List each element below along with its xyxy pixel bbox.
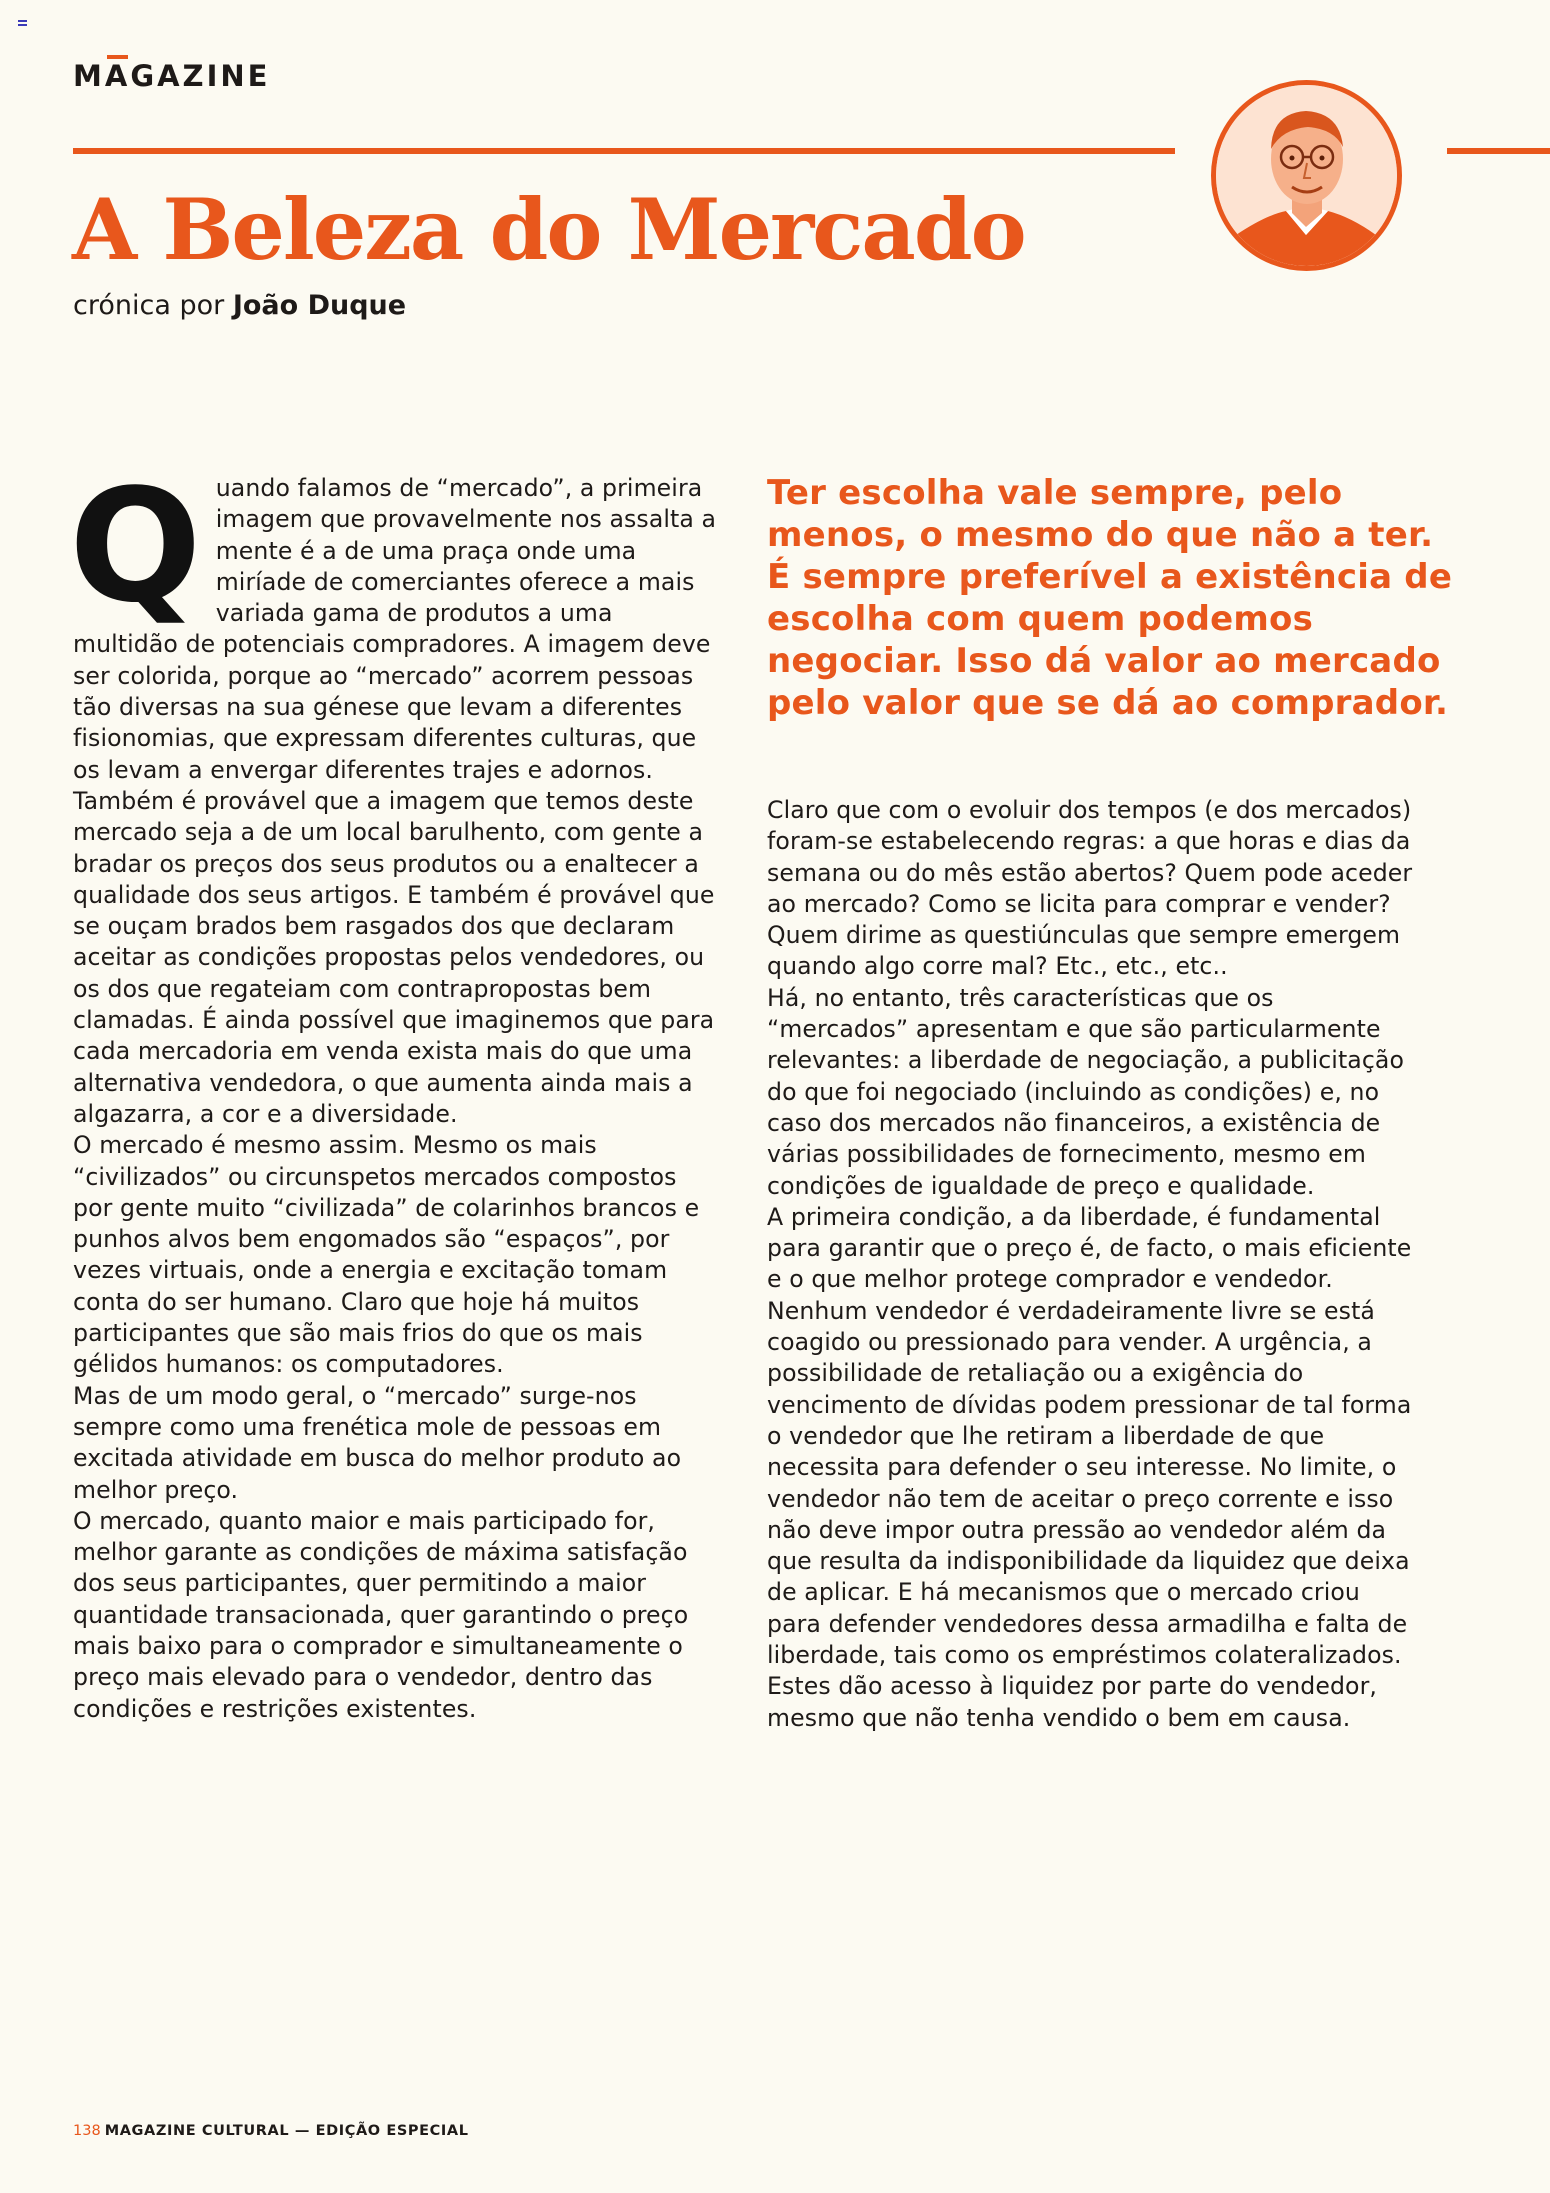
byline bbox=[73, 290, 406, 322]
drop-cap: Q bbox=[69, 455, 202, 637]
page-footer bbox=[73, 2124, 469, 2139]
body-paragraph: Claro que com o evoluir dos tempos (e dos mercados) foram-se estabelecendo regras: a que horas e dias da semana ou do mês estão abertos? Quem pode aceder ao mercado? Como se licita para comprar e vender? Quem dirime as questiúnculas que sempre emergem quando algo corre mal? Etc., etc., etc.. bbox=[767, 796, 1413, 981]
body-paragraph: uando falamos de “mercado”, a primeira imagem que provavelmente nos assalta a mente é a de uma praça onde uma miríade de comerciantes oferece a mais variada gama de produtos a uma multidão de potenciais compradores. A imagem deve ser colorida, porque ao “mercado” acorrem pessoas tão diversas na sua génese que levam a diferentes fisionomias, que expressam diferentes culturas, que os levam a envergar diferentes trajes e adornos. Também é provável que a imagem que temos deste mercado seja a de um local barulhento, com gente a bradar os preços dos seus produtos ou a enaltecer a qualidade dos seus artigos. E também é provável que se ouçam brados bem rasgados dos que declaram aceitar as condições propostas pelos vendedores, ou os dos que regateiam com contrapropostas bem clamadas. É ainda possível que imaginemos que para cada mercadoria em venda exista mais do que uma alternativa vendedora, o que aumenta ainda mais a algazarra, a cor e a diversidade. bbox=[73, 474, 717, 1128]
author-portrait-illustration bbox=[1216, 85, 1397, 266]
author-portrait bbox=[1211, 80, 1402, 271]
header-rule-right bbox=[1447, 148, 1550, 154]
body-paragraph: Há, no entanto, três características que os “mercados” apresentam e que são particularmente relevantes: a liberdade de negociação, a publicitação do que foi negociado (incluindo as condições) e, no caso dos mercados não financeiros, a existência de várias possibilidades de fornecimento, mesmo em condições de igualdade de preço e qualidade. bbox=[767, 983, 1405, 1200]
page-number: 138 bbox=[73, 2123, 101, 2139]
author-name: João Duque bbox=[232, 290, 407, 321]
corner-mark bbox=[18, 20, 27, 26]
pull-quote: Ter escolha vale sempre, pelo menos, o mesmo do que não a ter. É sempre preferível a existência de escolha com quem podemos negociar. Isso dá valor ao mercado pelo valor que se dá ao comprador. bbox=[767, 473, 1453, 723]
body-paragraph: A primeira condição, a da liberdade, é fundamental para garantir que o preço é, de facto, o mais eficiente e o que melhor protege comprador e vendedor. Nenhum vendedor é verdadeiramente livre se está coagido ou pressionado para vender. A urgência, a possibilidade de retaliação ou a exigência do vencimento de dívidas podem pressionar de tal forma o vendedor que lhe retiram a liberdade de que necessita para defender o seu interesse. No limite, o vendedor não tem de aceitar o preço corrente e isso não deve impor outra pressão ao vendedor além da que resulta da indisponibilidade da liquidez que deixa de aplicar. E há mecanismos que o mercado criou para defender vendedores dessa armadilha e falta de liberdade, tais como os empréstimos colateralizados. Estes dão acesso à liquidez por parte do vendedor, mesmo que não tenha vendido o bem em causa. bbox=[767, 1202, 1412, 1732]
byline-prefix: crónica por bbox=[73, 290, 233, 321]
body-paragraph: O mercado é mesmo assim. Mesmo os mais “civilizados” ou circunspetos mercados compostos por gente muito “civilizada” de colarinhos brancos e punhos alvos bem engomados são “espaços”, por vezes virtuais, onde a energia e excitação tomam conta do ser humano. Claro que hoje há muitos participantes que são mais frios do que os mais gélidos humanos: os computadores. bbox=[73, 1131, 700, 1379]
article-column-left bbox=[69, 455, 723, 1725]
magazine-logo: MAGAZINE bbox=[73, 59, 271, 93]
body-paragraph: Mas de um modo geral, o “mercado” surge-nos sempre como uma frenética mole de pessoas em excitada atividade em busca do melhor produto ao melhor preço. bbox=[73, 1381, 682, 1504]
logo-accent-letter: A bbox=[104, 59, 131, 93]
article-title: A Beleza do Mercado bbox=[72, 180, 1025, 279]
publication-name: MAGAZINE CULTURAL — EDIÇÃO ESPECIAL bbox=[104, 2123, 469, 2139]
article-column-right bbox=[767, 795, 1417, 1734]
header-rule bbox=[73, 148, 1175, 154]
body-paragraph: O mercado, quanto maior e mais participado for, melhor garante as condições de máxima satisfação dos seus participantes, quer permitindo a maior quantidade transacionada, quer garantindo o preço mais baixo para o comprador e simultaneamente o preço mais elevado para o vendedor, dentro das condições e restrições existentes. bbox=[73, 1506, 689, 1723]
